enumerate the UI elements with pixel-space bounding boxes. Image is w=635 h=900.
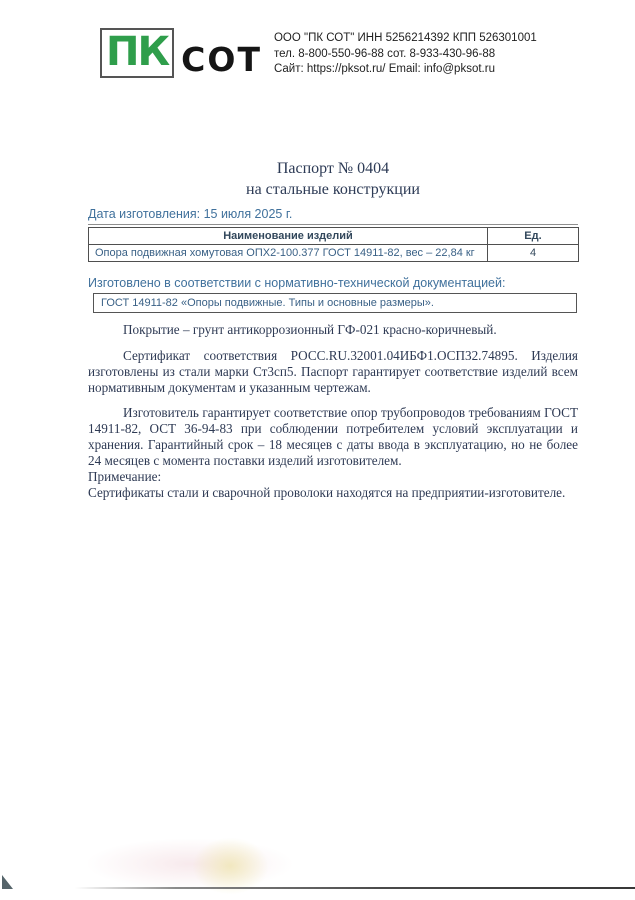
column-header-product-name: Наименование изделий xyxy=(89,228,488,245)
manufacture-date: Дата изготовления: 15 июля 2025 г. xyxy=(88,207,578,225)
company-site-email-line: Сайт: https://pksot.ru/ Email: info@pksot.ru xyxy=(273,63,495,75)
document-body xyxy=(88,322,578,501)
coating-paragraph: Покрытие – грунт антикоррозионный ГФ-021 красно-коричневый. xyxy=(123,322,497,337)
company-logo xyxy=(100,28,262,78)
document-title-line2: на стальные конструкции xyxy=(246,181,420,198)
warranty-paragraph: Изготовитель гарантирует соответствие опор трубопроводов требованиям ГОСТ 14911-82, ОСТ 36-94-83 при соблюдении потребителем условий эксплуатации и хранения. Гарантийный срок – 18 месяцев с даты ввода в эксплуатацию, но не более 24 месяцев с момента поставки изделий изготовителем. xyxy=(88,405,578,468)
note-text: Сертификаты стали и сварочной проволоки находятся на предприятии-изготовителе. xyxy=(88,485,566,500)
products-table xyxy=(88,227,579,262)
company-phone-line: тел. 8-800-550-96-88 сот. 8-933-430-96-88 xyxy=(273,47,496,60)
document-title-line1: Паспорт № 0404 xyxy=(276,160,390,177)
product-name-cell: Опора подвижная хомутовая ОПХ2-100.377 ГОСТ 14911-82, вес – 22,84 кг xyxy=(89,245,488,262)
logo-sot-text: СОТ xyxy=(181,40,262,79)
document-title xyxy=(88,158,578,200)
gost-standard-box: ГОСТ 14911-82 «Опоры подвижные. Типы и основные размеры». xyxy=(93,293,577,313)
scan-page-edge-line xyxy=(75,887,635,889)
logo-pk-mark: ПК xyxy=(100,28,174,78)
note-label: Примечание: xyxy=(88,469,162,484)
product-qty-cell: 4 xyxy=(488,245,579,262)
company-contact-info xyxy=(274,28,537,78)
company-requisites-line: ООО "ПК СОТ" ИНН 5256214392 КПП 526301001 xyxy=(273,32,537,44)
scan-smudge-pink xyxy=(85,838,295,890)
scan-smudge-yellow xyxy=(193,838,268,894)
company-header xyxy=(100,28,537,78)
ntd-heading: Изготовлено в соответствии с нормативно-технической документацией: xyxy=(88,276,506,290)
table-row xyxy=(89,245,579,262)
products-table-header-row xyxy=(89,228,579,245)
column-header-units: Ед. xyxy=(488,228,579,245)
certificate-paragraph: Сертификат соответствия РОСС.RU.32001.04ИБФ1.ОСП32.74895. Изделия изготовлены из стали марки Ст3сп5. Паспорт гарантирует соответствие изделий всем нормативным документам и указанным чертежам. xyxy=(88,348,578,395)
scan-corner-artifact xyxy=(2,875,13,889)
